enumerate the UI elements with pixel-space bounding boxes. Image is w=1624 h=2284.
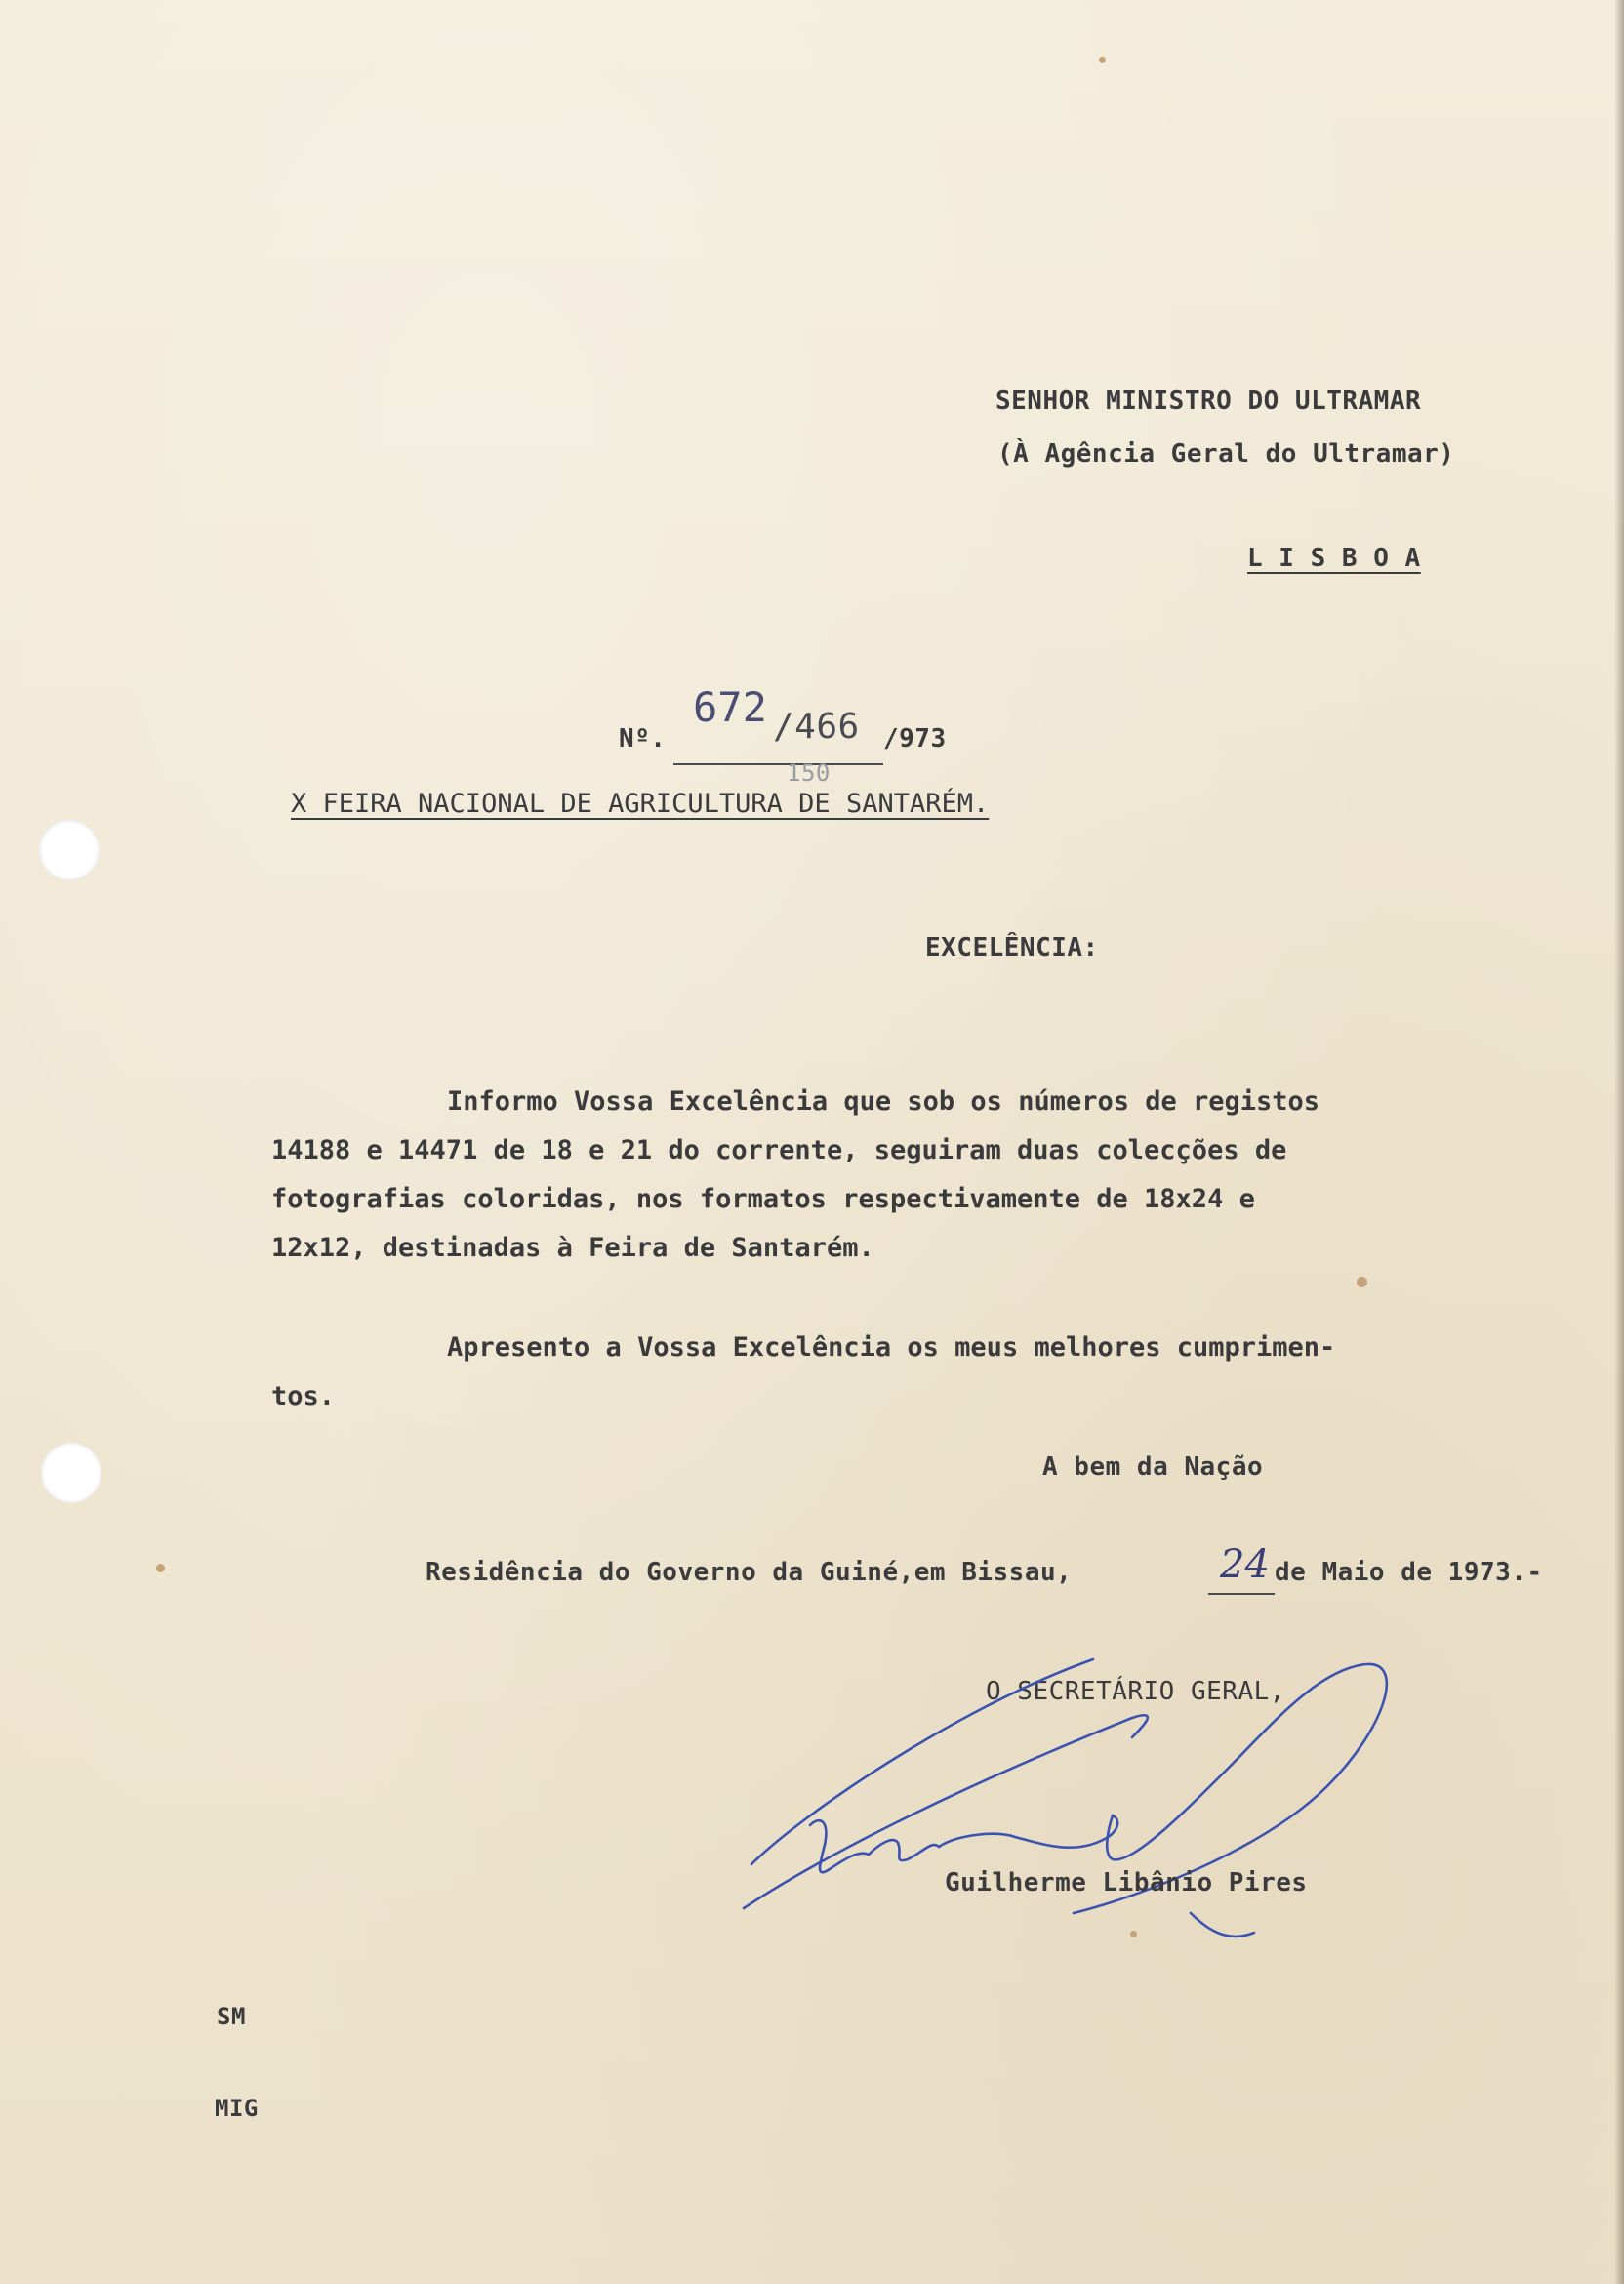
reference-number-typed: /466 [773, 707, 860, 747]
body-line: Informo Vossa Excelência que sob os números de registos [447, 1086, 1320, 1117]
recipient-line-1: SENHOR MINISTRO DO ULTRAMAR [995, 387, 1422, 416]
body-line: fotografias coloridas, nos formatos respectivamente de 18x24 e [271, 1184, 1255, 1214]
place-date-suffix: de Maio de 1973.- [1275, 1558, 1543, 1587]
reference-underline [673, 763, 883, 765]
reference-prefix: Nº. [619, 724, 667, 754]
closing-phrase: A bem da Nação [1042, 1452, 1264, 1482]
paper-spot [1099, 57, 1106, 63]
salutation: EXCELÊNCIA: [925, 933, 1099, 962]
subject-line: X FEIRA NACIONAL DE AGRICULTURA DE SANTARÉM. [291, 789, 990, 819]
body-line: 12x12, destinadas à Feira de Santarém. [271, 1233, 874, 1263]
signatory-title: O SECRETÁRIO GERAL, [986, 1677, 1285, 1706]
recipient-line-2: (À Agência Geral do Ultramar) [997, 439, 1455, 469]
date-day-underline [1208, 1593, 1275, 1595]
initials-line-1: SM [217, 2003, 246, 2030]
body-paragraph-2 [271, 1324, 1511, 1421]
initials-line-2: MIG [215, 2095, 259, 2122]
place-date-prefix: Residência do Governo da Guiné,em Bissau, [426, 1558, 1073, 1587]
paper-spot [156, 1564, 165, 1572]
punch-hole-top [39, 820, 100, 880]
recipient-city: L I S B O A [1247, 544, 1421, 573]
signatory-name: Guilherme Libânio Pires [945, 1868, 1308, 1897]
paper-spot [1357, 1277, 1367, 1287]
date-day-handwritten: 24 [1220, 1542, 1270, 1587]
reference-number-handwritten: 672 [693, 683, 767, 731]
handwritten-signature [722, 1620, 1503, 1952]
reference-year: /973 [883, 724, 947, 754]
body-paragraph-1 [271, 1078, 1511, 1273]
reference-number-struck: 150 [787, 759, 831, 787]
body-line: 14188 e 14471 de 18 e 21 do corrente, seguiram duas colecções de [271, 1135, 1287, 1165]
body-line: Apresento a Vossa Excelência os meus melhores cumprimen- [447, 1332, 1336, 1363]
punch-hole-bottom [41, 1443, 102, 1503]
paper-edge-shadow [1614, 0, 1624, 2284]
body-line: tos. [271, 1381, 336, 1411]
